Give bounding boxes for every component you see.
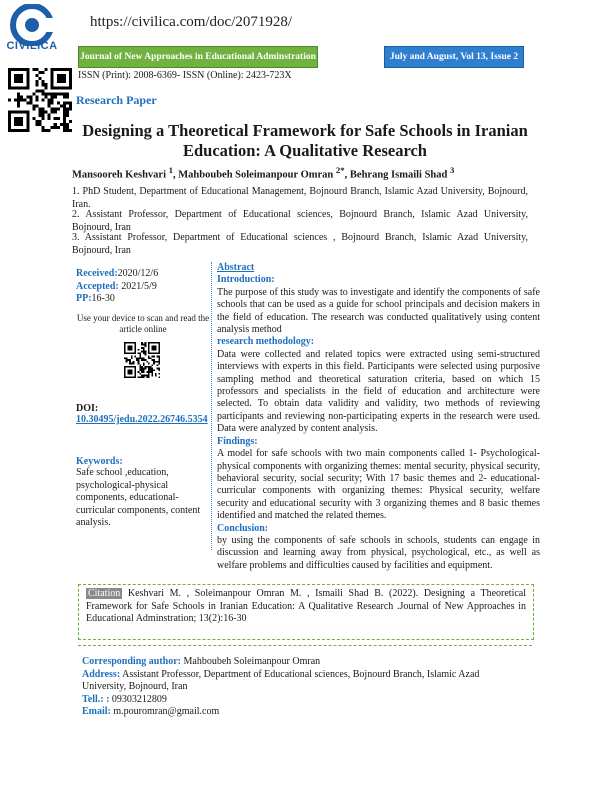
article-dates — [76, 268, 210, 306]
logo-text: CIVILICA — [6, 40, 58, 52]
article-qr-code-icon[interactable] — [124, 342, 160, 378]
author-list: Mansooreh Keshvari $^1$, Mahboubeh Soleimanpour Omran $^{2*}$, Behrang Ismaili Shad $^3$ — [72, 165, 455, 181]
author-name: Behrang Ismaili Shad — [349, 169, 448, 181]
column-divider — [211, 262, 212, 550]
abstract — [217, 262, 540, 572]
conclusion-label: Conclusion: — [217, 522, 269, 534]
address-label: Address: — [82, 668, 121, 680]
accepted-label: Accepted: — [76, 280, 119, 292]
affiliation: 3. Assistant Professor, Department of Educational sciences , Bojnourd Branch, Islamic Azad University, Bojnourd, Iran — [72, 232, 528, 256]
abstract-heading: Abstract — [217, 262, 255, 273]
issue-banner: July and August, Vol 13, Issue 2 — [384, 46, 524, 68]
corresponding-author-label: Corresponding author: — [82, 656, 181, 667]
section-divider — [78, 645, 532, 646]
affiliation: 2. Assistant Professor, Department of Educational sciences, Bojnourd Branch, Islamic Azad University, Bojnourd, Iran — [72, 209, 528, 233]
doi-link[interactable]: 10.30495/jedu.2022.26746.5354 — [76, 414, 208, 425]
civilica-logo[interactable] — [4, 4, 60, 64]
accepted-date: 2021/5/9 — [121, 280, 157, 292]
findings-label: Findings: — [217, 435, 258, 447]
methodology-label: research methodology: — [217, 336, 315, 348]
citation — [86, 588, 526, 626]
keywords-value: Safe school ,education, psychological-physical components, educational-curricular components, content analysis. — [76, 467, 201, 528]
received-label: Received: — [76, 268, 118, 279]
corresponding-author-name: Mahboubeh Soleimanpour Omran — [183, 656, 321, 667]
pages-label: PP: — [76, 293, 92, 304]
qr-code-icon[interactable] — [8, 68, 72, 132]
methodology-text: Data were collected and related topics were extracted using semi-structured interviews with experts in this field. Participants were selected using purposive sampling method and theoretical saturation criteria, based on which 15 professors and specialists in the field of education and architecture were selected. To obtain data validity and validity, two methods of reviewing participants and reviewing non-participating experts in the research were used. Data were analyzed by content analysis. — [217, 348, 540, 435]
citation-label: Citation — [88, 588, 121, 599]
author-name: Mahboubeh Soleimanpour Omran — [178, 169, 334, 181]
pages-value: 16-30 — [91, 293, 115, 304]
introduction-label: Introduction: — [217, 274, 275, 286]
issn: ISSN (Print): 2008-6369- ISSN (Online): 2423-723X — [78, 70, 292, 81]
doi-label: DOI: — [76, 403, 99, 414]
conclusion-text: by using the components of safe schools in schools, students can engage in discussion and learning away from physical, psychological, etc., as well as welfare problems and difficulties caused by facilities and equipment. — [217, 534, 540, 571]
introduction-text: The purpose of this study was to investigate and identify the components of safe schools that can be used as a guide for school principals and decision makers in the field of education. The research was conducted qualitatively using content analysis method — [217, 286, 540, 336]
citation-text: Keshvari M. , Soleimanpour Omran M. , Ismaili Shad B. (2022). Designing a Theoretical Framework for Safe Schools in Iranian Education: A Qualitative Research .Journal of New Approaches in Educational Adminstration; 13(2):16-30 — [86, 588, 526, 624]
email-label: Email: — [82, 706, 111, 717]
author-name: Mansooreh Keshvari — [72, 169, 167, 181]
keywords-label: Keywords: — [76, 456, 123, 467]
scan-instruction: Use your device to scan and read the article online — [76, 313, 210, 334]
author-sup: 3 — [449, 165, 455, 175]
paper-title: Designing a Theoretical Framework for Safe Schools in Iranian Education: A Qualitative Research — [82, 121, 528, 160]
affiliation: 1. PhD Student, Department of Educational Management, Bojnourd Branch, Islamic Azad University, Bojnourd, Iran. — [72, 186, 528, 210]
email-value[interactable]: m.pouromran@gmail.com — [113, 706, 220, 717]
tell-value: 09303212809 — [111, 693, 167, 705]
findings-text: A model for safe schools with two main components called 1- Psychological-physical components with organizing themes: mental security, physical security, behavioral security, social security; With 17 basic themes and 2- educational-curricular components with organizing themes: Physical security, welfare security and educational security with 3 organizing themes and 8 basic themes identified and matched the related themes. — [217, 448, 540, 522]
author-sup: 2* — [335, 165, 345, 175]
author-sup: 1 — [168, 165, 174, 175]
corresponding-author-block — [82, 656, 482, 719]
received-date: 2020/12/6 — [117, 268, 159, 279]
journal-name-banner: Journal of New Approaches in Educational Adminstration — [78, 46, 318, 68]
tell-label: Tell.: : — [82, 693, 110, 705]
address-value: Assistant Professor, Department of Educational sciences, Bojnourd Branch, Islamic Azad University, Bojnourd, Iran — [82, 668, 480, 692]
paper-type: Research Paper — [76, 93, 157, 107]
document-url[interactable]: https://civilica.com/doc/2071928/ — [90, 14, 293, 30]
